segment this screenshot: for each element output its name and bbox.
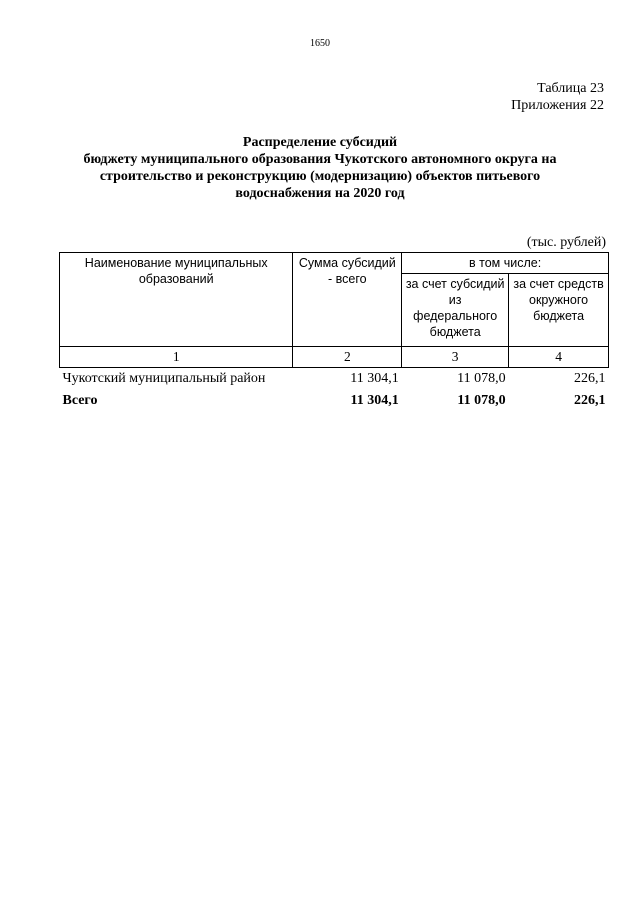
header-federal: за счет субсидий из федерального бюджета (402, 274, 509, 347)
units-note: (тыс. рублей) (526, 235, 606, 250)
column-number-4: 4 (509, 347, 609, 368)
page-number: 1650 (310, 38, 330, 49)
totals-district: 226,1 (574, 393, 606, 408)
totals-label: Всего (62, 393, 98, 408)
row-federal: 11 078,0 (457, 371, 506, 386)
header-name: Наименование муниципальных образований (60, 253, 293, 347)
totals-federal: 11 078,0 (457, 393, 506, 408)
document-title (40, 134, 600, 202)
row-total: 11 304,1 (350, 371, 399, 386)
column-number-1: 1 (60, 347, 293, 368)
title-line-3: строительство и реконструкцию (модернизацию) объектов питьевого (99, 169, 541, 184)
column-number-3: 3 (402, 347, 509, 368)
title-line-4: водоснабжения на 2020 год (235, 186, 405, 201)
title-line-2: бюджету муниципального образования Чукотского автономного округа на (83, 152, 557, 167)
header-district: за счет средств окружного бюджета (509, 274, 609, 347)
column-number-2: 2 (293, 347, 402, 368)
table-caption (511, 80, 604, 114)
totals-row (60, 390, 609, 412)
appendix-number: Приложения 22 (511, 98, 604, 113)
row-name: Чукотский муниципальный район (62, 371, 266, 386)
subsidy-table (59, 252, 609, 412)
header-total: Сумма субсидий - всего (293, 253, 402, 347)
table-row (60, 368, 609, 391)
title-line-1: Распределение субсидий (242, 135, 398, 150)
row-district: 226,1 (574, 371, 606, 386)
table-number: Таблица 23 (537, 81, 604, 96)
totals-total: 11 304,1 (350, 393, 399, 408)
header-including: в том числе: (402, 253, 609, 274)
